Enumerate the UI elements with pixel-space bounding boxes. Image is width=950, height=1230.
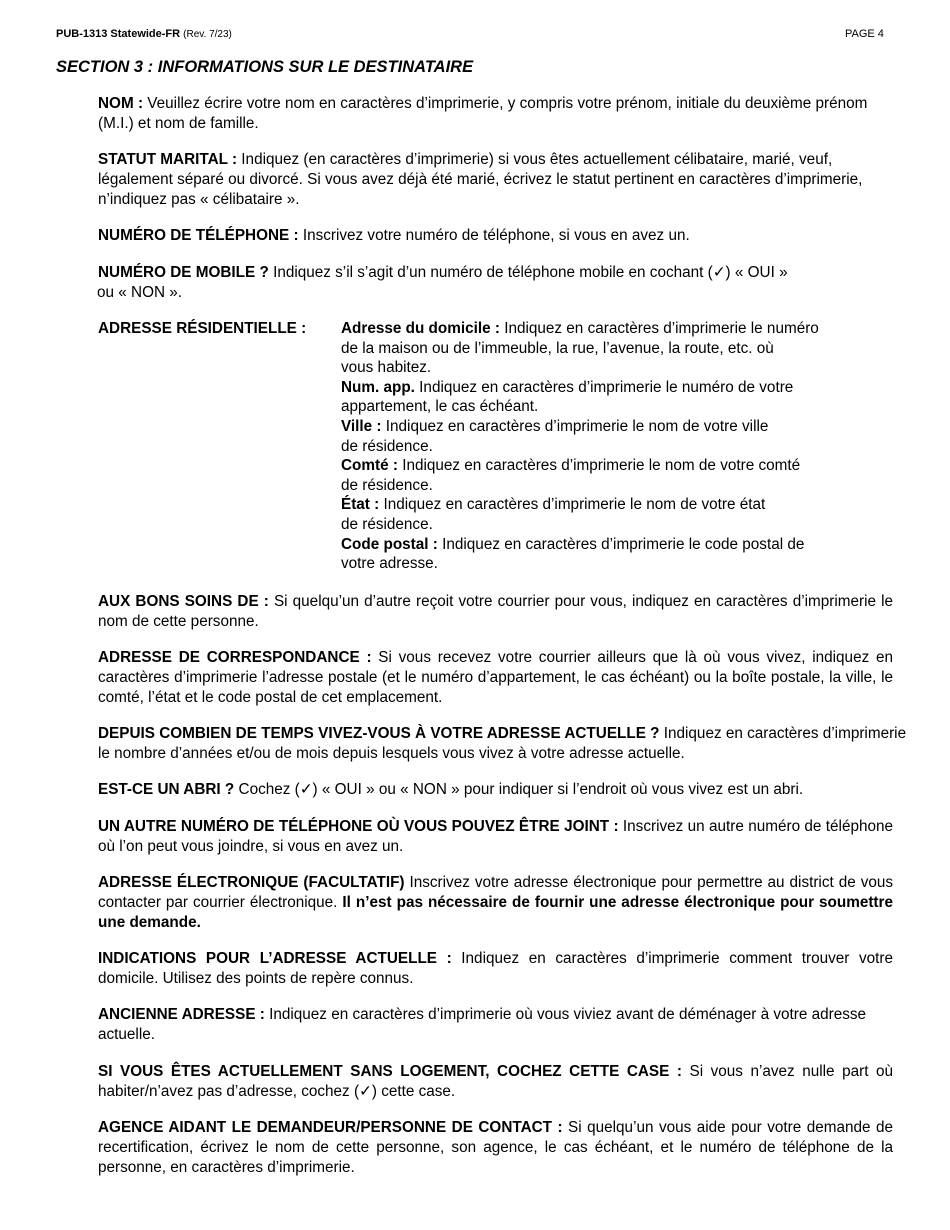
item-comte bbox=[341, 456, 886, 495]
text-abri: Cochez (✓) « OUI » ou « NON » pour indiquer si l’endroit où vous vivez est un abri. bbox=[234, 781, 804, 798]
label-email: ADRESSE ÉLECTRONIQUE (FACULTATIF) bbox=[98, 874, 405, 891]
label-nom: NOM : bbox=[98, 95, 144, 112]
text-bons-soins: Si quelqu’un d’autre reçoit votre courrier pour vous, indiquez en caractères d’imprimerie le nom de cette personne. bbox=[98, 593, 893, 630]
form-code: PUB-1313 Statewide-FR bbox=[56, 28, 181, 40]
email-note: Il n’est pas nécessaire de fournir une adresse électronique pour soumettre une demande. bbox=[98, 894, 893, 931]
text-autre-telephone: Inscrivez un autre numéro de téléphone où l’on peut vous joindre, si vous en avez un. bbox=[98, 818, 893, 855]
label-sans-logement: SI VOUS ÊTES ACTUELLEMENT SANS LOGEMENT, COCHEZ CETTE CASE : bbox=[98, 1063, 682, 1080]
item-line: votre adresse. bbox=[341, 555, 438, 573]
paragraph-bons-soins bbox=[98, 592, 893, 632]
label-depuis: DEPUIS COMBIEN DE TEMPS VIVEZ-VOUS À VOTRE ADRESSE ACTUELLE ? bbox=[98, 725, 660, 742]
paragraph-indications bbox=[98, 949, 893, 989]
paragraph-ancienne-adresse bbox=[98, 1005, 893, 1045]
label-mobile: NUMÉRO DE MOBILE ? bbox=[98, 264, 269, 281]
item-line: de résidence. bbox=[341, 476, 433, 494]
item-line: Indiquez en caractères d’imprimerie le nom de votre comté bbox=[397, 457, 801, 475]
text-statut-marital: Indiquez (en caractères d’imprimerie) si vous êtes actuellement célibataire, marié, veuf, légalement séparé ou divorcé. Si vous avez déjà été marié, écrivez le statut pertinent en caractères d’imprimerie, n’indiquez pas « célibataire ». bbox=[98, 151, 863, 208]
form-revision: (Rev. 7/23) bbox=[183, 29, 232, 40]
paragraph-mobile-continued: ou « NON ». bbox=[97, 284, 183, 301]
text-indications: Indiquez en caractères d’imprimerie comment trouver votre domicile. Utilisez des points de repère connus. bbox=[98, 950, 893, 987]
text-sans-logement: Si vous n’avez nulle part où habiter/n’avez pas d’adresse, cochez (✓) cette case. bbox=[98, 1063, 893, 1100]
item-line: de résidence. bbox=[341, 437, 433, 455]
item-line: Indiquez en caractères d’imprimerie le code postal de bbox=[437, 535, 805, 553]
text-email: Inscrivez votre adresse électronique pour permettre au district de vous contacter par courrier électronique. bbox=[98, 874, 894, 911]
label-bons-soins: AUX BONS SOINS DE : bbox=[98, 593, 269, 610]
item-line: de résidence. bbox=[341, 515, 433, 533]
item-etat bbox=[341, 495, 886, 534]
label-abri: EST-CE UN ABRI ? bbox=[98, 781, 235, 798]
paragraph-autre-telephone bbox=[98, 817, 893, 857]
item-line: Indiquez en caractères d’imprimerie le numéro de votre bbox=[414, 378, 794, 396]
label-ancienne-adresse: ANCIENNE ADRESSE : bbox=[98, 1006, 265, 1023]
text-ancienne-adresse: Indiquez en caractères d’imprimerie où vous viviez avant de déménager à votre adresse actuelle. bbox=[98, 1006, 867, 1043]
label-telephone: NUMÉRO DE TÉLÉPHONE : bbox=[98, 227, 299, 244]
text-telephone: Inscrivez votre numéro de téléphone, si vous en avez un. bbox=[298, 227, 690, 244]
text-correspondance: Si vous recevez votre courrier ailleurs que là où vous vivez, indiquez en caractères d’imprimerie l’adresse postale (et le numéro d’appartement, le cas échéant) ou la boîte postale, la ville, le comté, l’état et le code postal de cet emplacement. bbox=[98, 649, 893, 706]
paragraph-mobile bbox=[98, 263, 893, 283]
label-statut-marital: STATUT MARITAL : bbox=[98, 151, 238, 168]
paragraph-agence bbox=[98, 1118, 893, 1178]
item-label: Adresse du domicile : bbox=[341, 320, 500, 337]
item-label: Comté : bbox=[341, 457, 398, 475]
label-indications: INDICATIONS POUR L’ADRESSE ACTUELLE : bbox=[98, 950, 452, 967]
item-code-postal bbox=[341, 535, 886, 574]
item-adresse-domicile bbox=[341, 319, 886, 378]
text-agence: Si quelqu’un vous aide pour votre demande de recertification, écrivez le nom de cette personne, son agence, le cas échéant, et le numéro de téléphone de la personne, en caractères d’imprimerie. bbox=[98, 1119, 893, 1176]
item-line: de la maison ou de l’immeuble, la rue, l’avenue, la route, etc. où bbox=[341, 339, 774, 357]
paragraph-correspondance bbox=[98, 648, 893, 708]
paragraph-email bbox=[98, 873, 893, 933]
paragraph-depuis bbox=[98, 724, 913, 764]
text-depuis: Indiquez en caractères d’imprimerie le nombre d’années et/ou de mois depuis lesquels vous vivez à votre adresse actuelle. bbox=[98, 725, 907, 762]
label-correspondance: ADRESSE DE CORRESPONDANCE : bbox=[98, 649, 372, 666]
item-label: État : bbox=[341, 496, 380, 514]
form-code-header bbox=[56, 28, 232, 40]
paragraph-sans-logement bbox=[98, 1062, 893, 1102]
label-adresse-residentielle: ADRESSE RÉSIDENTIELLE : bbox=[98, 320, 307, 337]
text-nom: Veuillez écrire votre nom en caractères d’imprimerie, y compris votre prénom, initiale du deuxième prénom (M.I.) et nom de famille. bbox=[98, 95, 868, 132]
item-line: Indiquez en caractères d’imprimerie le nom de votre ville bbox=[381, 417, 769, 435]
item-label: Num. app. bbox=[341, 378, 415, 396]
section-title: SECTION 3 : INFORMATIONS SUR LE DESTINATAIRE bbox=[56, 58, 474, 76]
residential-address-items bbox=[341, 319, 886, 574]
label-autre-telephone: UN AUTRE NUMÉRO DE TÉLÉPHONE OÙ VOUS POUVEZ ÊTRE JOINT : bbox=[98, 818, 619, 835]
paragraph-statut-marital bbox=[98, 150, 893, 210]
item-line: appartement, le cas échéant. bbox=[341, 398, 539, 416]
item-label: Ville : bbox=[341, 417, 382, 435]
paragraph-telephone bbox=[98, 226, 893, 246]
label-agence: AGENCE AIDANT LE DEMANDEUR/PERSONNE DE CONTACT : bbox=[98, 1119, 563, 1136]
item-line: Indiquez en caractères d’imprimerie le nom de votre état bbox=[379, 496, 766, 514]
item-label: Code postal : bbox=[341, 535, 438, 553]
item-line: vous habitez. bbox=[341, 359, 432, 377]
paragraph-abri bbox=[98, 780, 893, 800]
item-num-app bbox=[341, 378, 886, 417]
page-number: PAGE 4 bbox=[845, 28, 884, 40]
item-ville bbox=[341, 417, 886, 456]
item-line: Indiquez en caractères d’imprimerie le numéro bbox=[499, 320, 819, 337]
paragraph-nom bbox=[98, 94, 893, 134]
text-mobile: Indiquez s’il s’agit d’un numéro de téléphone mobile en cochant (✓) « OUI » bbox=[268, 264, 788, 281]
